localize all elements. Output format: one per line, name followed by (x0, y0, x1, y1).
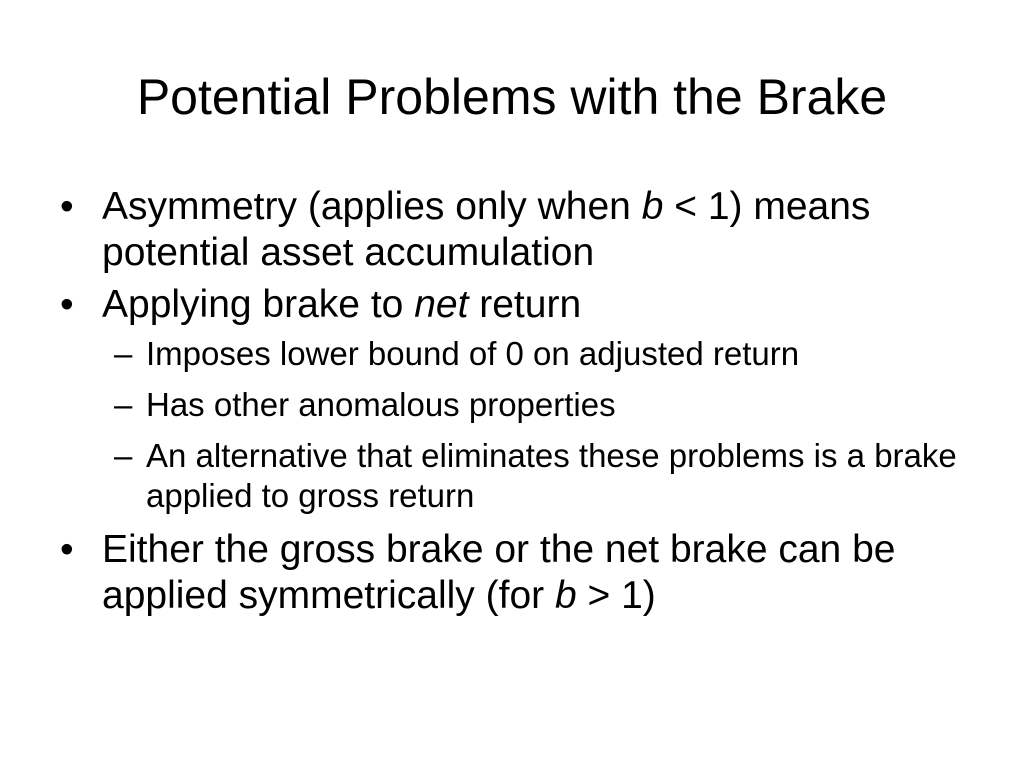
sub-bullet-item (102, 385, 996, 425)
dash-marker: – (114, 386, 133, 423)
bullet-item-either-brake (56, 527, 996, 619)
bullet-list (56, 184, 996, 625)
slide-title: Potential Problems with the Brake (136, 69, 888, 125)
bullet-item-applying-brake (56, 282, 996, 516)
bullet-text: Either the gross brake or the net brake can be applied symmetrically (for (102, 528, 896, 617)
bullet-marker: • (60, 528, 74, 571)
bullet-text: return (468, 283, 582, 326)
dash-marker: – (114, 335, 133, 372)
bullet-marker: • (60, 283, 74, 326)
bullet-item-asymmetry (56, 184, 996, 276)
variable-b: b (641, 185, 664, 228)
sub-bullet-text: An alternative that eliminates these problems is a brake applied to gross return (146, 437, 957, 514)
bullet-text: Applying brake to (102, 283, 415, 326)
sub-bullet-list (102, 334, 996, 516)
sub-bullet-text: Imposes lower bound of 0 on adjusted return (146, 335, 800, 372)
sub-bullet-item (102, 436, 996, 516)
bullet-marker: • (60, 185, 74, 228)
emphasis-net: net (414, 283, 469, 326)
variable-b: b (554, 574, 577, 617)
bullet-text: > 1) (576, 574, 656, 617)
bullet-text: Asymmetry (applies only when (102, 185, 642, 228)
sub-bullet-text: Has other anomalous properties (146, 386, 616, 423)
sub-bullet-item (102, 334, 996, 374)
bullet-text: < 1) means potential asset accumulation (102, 185, 871, 274)
dash-marker: – (114, 437, 133, 474)
